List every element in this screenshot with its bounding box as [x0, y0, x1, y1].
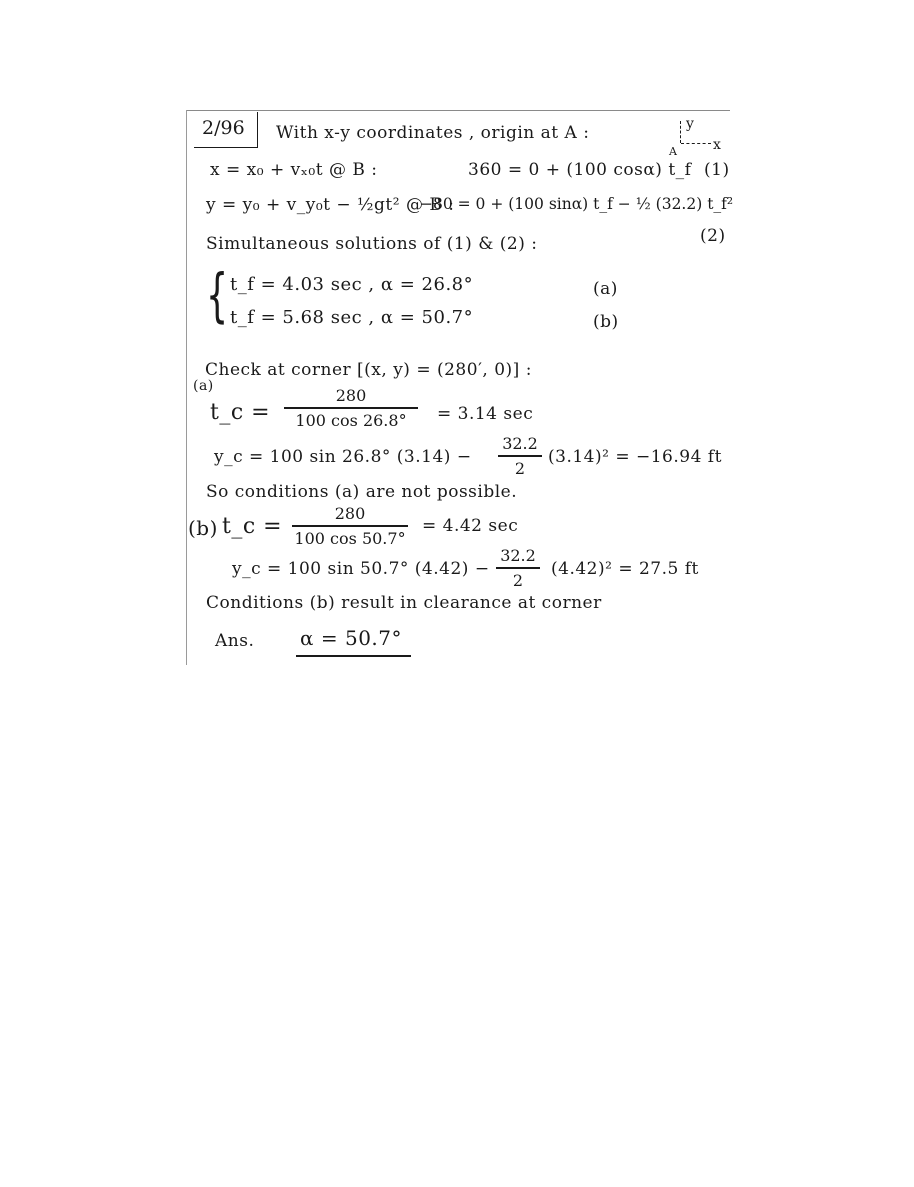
page-border-top: [186, 110, 730, 111]
page-border-left: [186, 110, 187, 665]
yc-b-fraction: [496, 546, 540, 590]
equation-y-rhs: −80 = 0 + (100 sinα) t_f − ½ (32.2) t_f²: [420, 195, 734, 213]
equation-x-tag: (1): [704, 160, 730, 180]
yc-a-rhs: (3.14)² = −16.94 ft: [548, 447, 722, 467]
answer-underline: [296, 655, 411, 657]
solution-a-tag: (a): [593, 279, 618, 299]
tc-a-fraction: [284, 386, 418, 430]
tc-a-lhs: t_c =: [210, 400, 271, 425]
yc-b-rhs: (4.42)² = 27.5 ft: [551, 559, 699, 579]
answer-label: Ans.: [215, 631, 255, 651]
axis-x-arrow: [681, 143, 711, 144]
yc-a-lhs: y_c = 100 sin 26.8° (3.14) −: [214, 447, 472, 467]
equation-y: y = y₀ + v_y₀t − ½gt² @ B :: [206, 195, 455, 215]
yc-b-lhs: y_c = 100 sin 50.7° (4.42) −: [232, 559, 490, 579]
yc-a-denominator: 2: [514, 458, 526, 478]
tc-b-numerator: 280: [334, 504, 366, 523]
equation-x-rhs: 360 = 0 + (100 cosα) t_f: [468, 160, 692, 180]
equation-x: x = x₀ + vₓ₀t @ B :: [210, 160, 378, 180]
solution-a: t_f = 4.03 sec , α = 26.8°: [230, 274, 474, 295]
tc-b-denominator: 100 cos 50.7°: [294, 528, 406, 548]
solution-brace: {: [206, 261, 229, 329]
tc-a-denominator: 100 cos 26.8°: [295, 410, 407, 430]
tc-b-fraction: [292, 504, 408, 548]
answer-value: α = 50.7°: [300, 626, 403, 650]
problem-number: 2/96: [202, 117, 245, 139]
case-a-label: (a): [193, 378, 214, 394]
check-line: Check at corner [(x, y) = (280′, 0)] :: [205, 360, 532, 380]
axis-x-label: x: [713, 137, 722, 153]
equation-y-tag: (2): [700, 226, 726, 246]
conclusion-a: So conditions (a) are not possible.: [206, 482, 518, 502]
yc-a-numerator: 32.2: [502, 434, 538, 453]
yc-a-fraction: [498, 434, 542, 478]
case-b-label: (b): [188, 516, 218, 540]
yc-b-denominator: 2: [512, 570, 524, 590]
solution-b: t_f = 5.68 sec , α = 50.7°: [230, 307, 474, 328]
tc-b-rhs: = 4.42 sec: [422, 516, 519, 536]
tc-a-rhs: = 3.14 sec: [437, 404, 534, 424]
axis-y-label: y: [686, 116, 695, 132]
intro-line: With x-y coordinates , origin at A :: [276, 123, 590, 143]
tc-a-numerator: 280: [335, 386, 367, 405]
solution-b-tag: (b): [593, 312, 619, 332]
yc-b-numerator: 32.2: [500, 546, 536, 565]
simultaneous-line: Simultaneous solutions of (1) & (2) :: [206, 234, 538, 254]
axis-origin-label: A: [669, 145, 678, 158]
conclusion-b: Conditions (b) result in clearance at corner: [206, 593, 602, 613]
tc-b-lhs: t_c =: [222, 514, 283, 539]
axis-y-arrow: [680, 121, 681, 143]
